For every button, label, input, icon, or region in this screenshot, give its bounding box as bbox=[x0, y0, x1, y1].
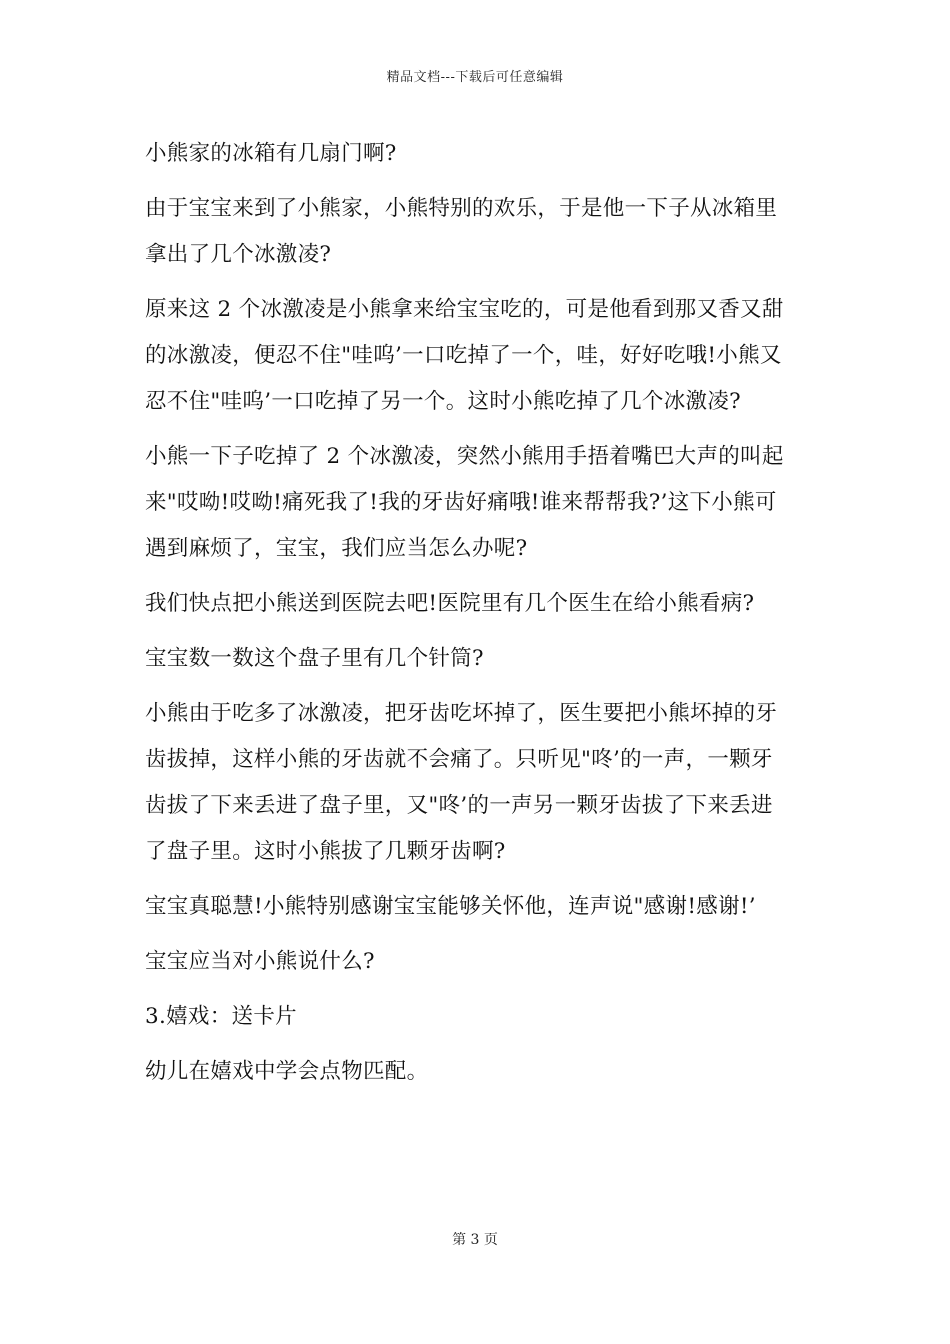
paragraph-line: 我们快点把小熊送到医院去吧!医院里有几个医生在给小熊看病? bbox=[145, 591, 755, 616]
paragraph-line: 了盘子里。这时小熊拔了几颗牙齿啊? bbox=[145, 839, 506, 864]
paragraph-line: 由于宝宝来到了小熊家，小熊特别的欢乐，于是他一下子从冰箱里 bbox=[145, 196, 778, 221]
page-number: 第 3 页 bbox=[452, 1232, 498, 1248]
document-body bbox=[145, 131, 825, 1095]
paragraph-line: 宝宝应当对小熊说什么? bbox=[145, 949, 375, 974]
paragraph-line: 原来这 2 个冰激凌是小熊拿来给宝宝吃的，可是他看到那又香又甜 bbox=[145, 297, 784, 322]
paragraph-line: 宝宝真聪慧!小熊特别感谢宝宝能够关怀他，连声说"感谢!感谢!’ bbox=[145, 894, 756, 919]
paragraph-line: 小熊家的冰箱有几扇门啊? bbox=[145, 141, 397, 166]
paragraph-line: 的冰激凌，便忍不住"哇呜’一口吃掉了一个，哇，好好吃哦!小熊又 bbox=[145, 343, 782, 368]
paragraph-line: 齿拔掉，这样小熊的牙齿就不会痛了。只听见"咚’的一声，一颗牙 bbox=[145, 747, 773, 772]
page-header: 精品文档---下载后可任意编辑 bbox=[386, 70, 564, 85]
paragraph-line: 小熊由于吃多了冰激凌，把牙齿吃坏掉了，医生要把小熊坏掉的牙 bbox=[145, 701, 778, 726]
section-heading: 3.嬉戏：送卡片 bbox=[145, 1004, 297, 1029]
paragraph-line: 忍不住"哇呜’一口吃掉了另一个。这时小熊吃掉了几个冰激凌? bbox=[145, 389, 741, 414]
paragraph-line: 幼儿在嬉戏中学会点物匹配。 bbox=[145, 1059, 429, 1084]
paragraph-line: 齿拔了下来丢进了盘子里，又"咚’的一声另一颗牙齿拔了下来丢进 bbox=[145, 793, 773, 818]
paragraph-line: 遇到麻烦了，宝宝，我们应当怎么办呢? bbox=[145, 536, 528, 561]
paragraph-line: 小熊一下子吃掉了 2 个冰激凌，突然小熊用手捂着嘴巴大声的叫起 bbox=[145, 444, 784, 469]
paragraph-line: 拿出了几个冰激凌? bbox=[145, 242, 332, 267]
paragraph-line: 来"哎呦!哎呦!痛死我了!我的牙齿好痛哦!谁来帮帮我?’这下小熊可 bbox=[145, 490, 777, 515]
paragraph-line: 宝宝数一数这个盘子里有几个针筒? bbox=[145, 646, 484, 671]
